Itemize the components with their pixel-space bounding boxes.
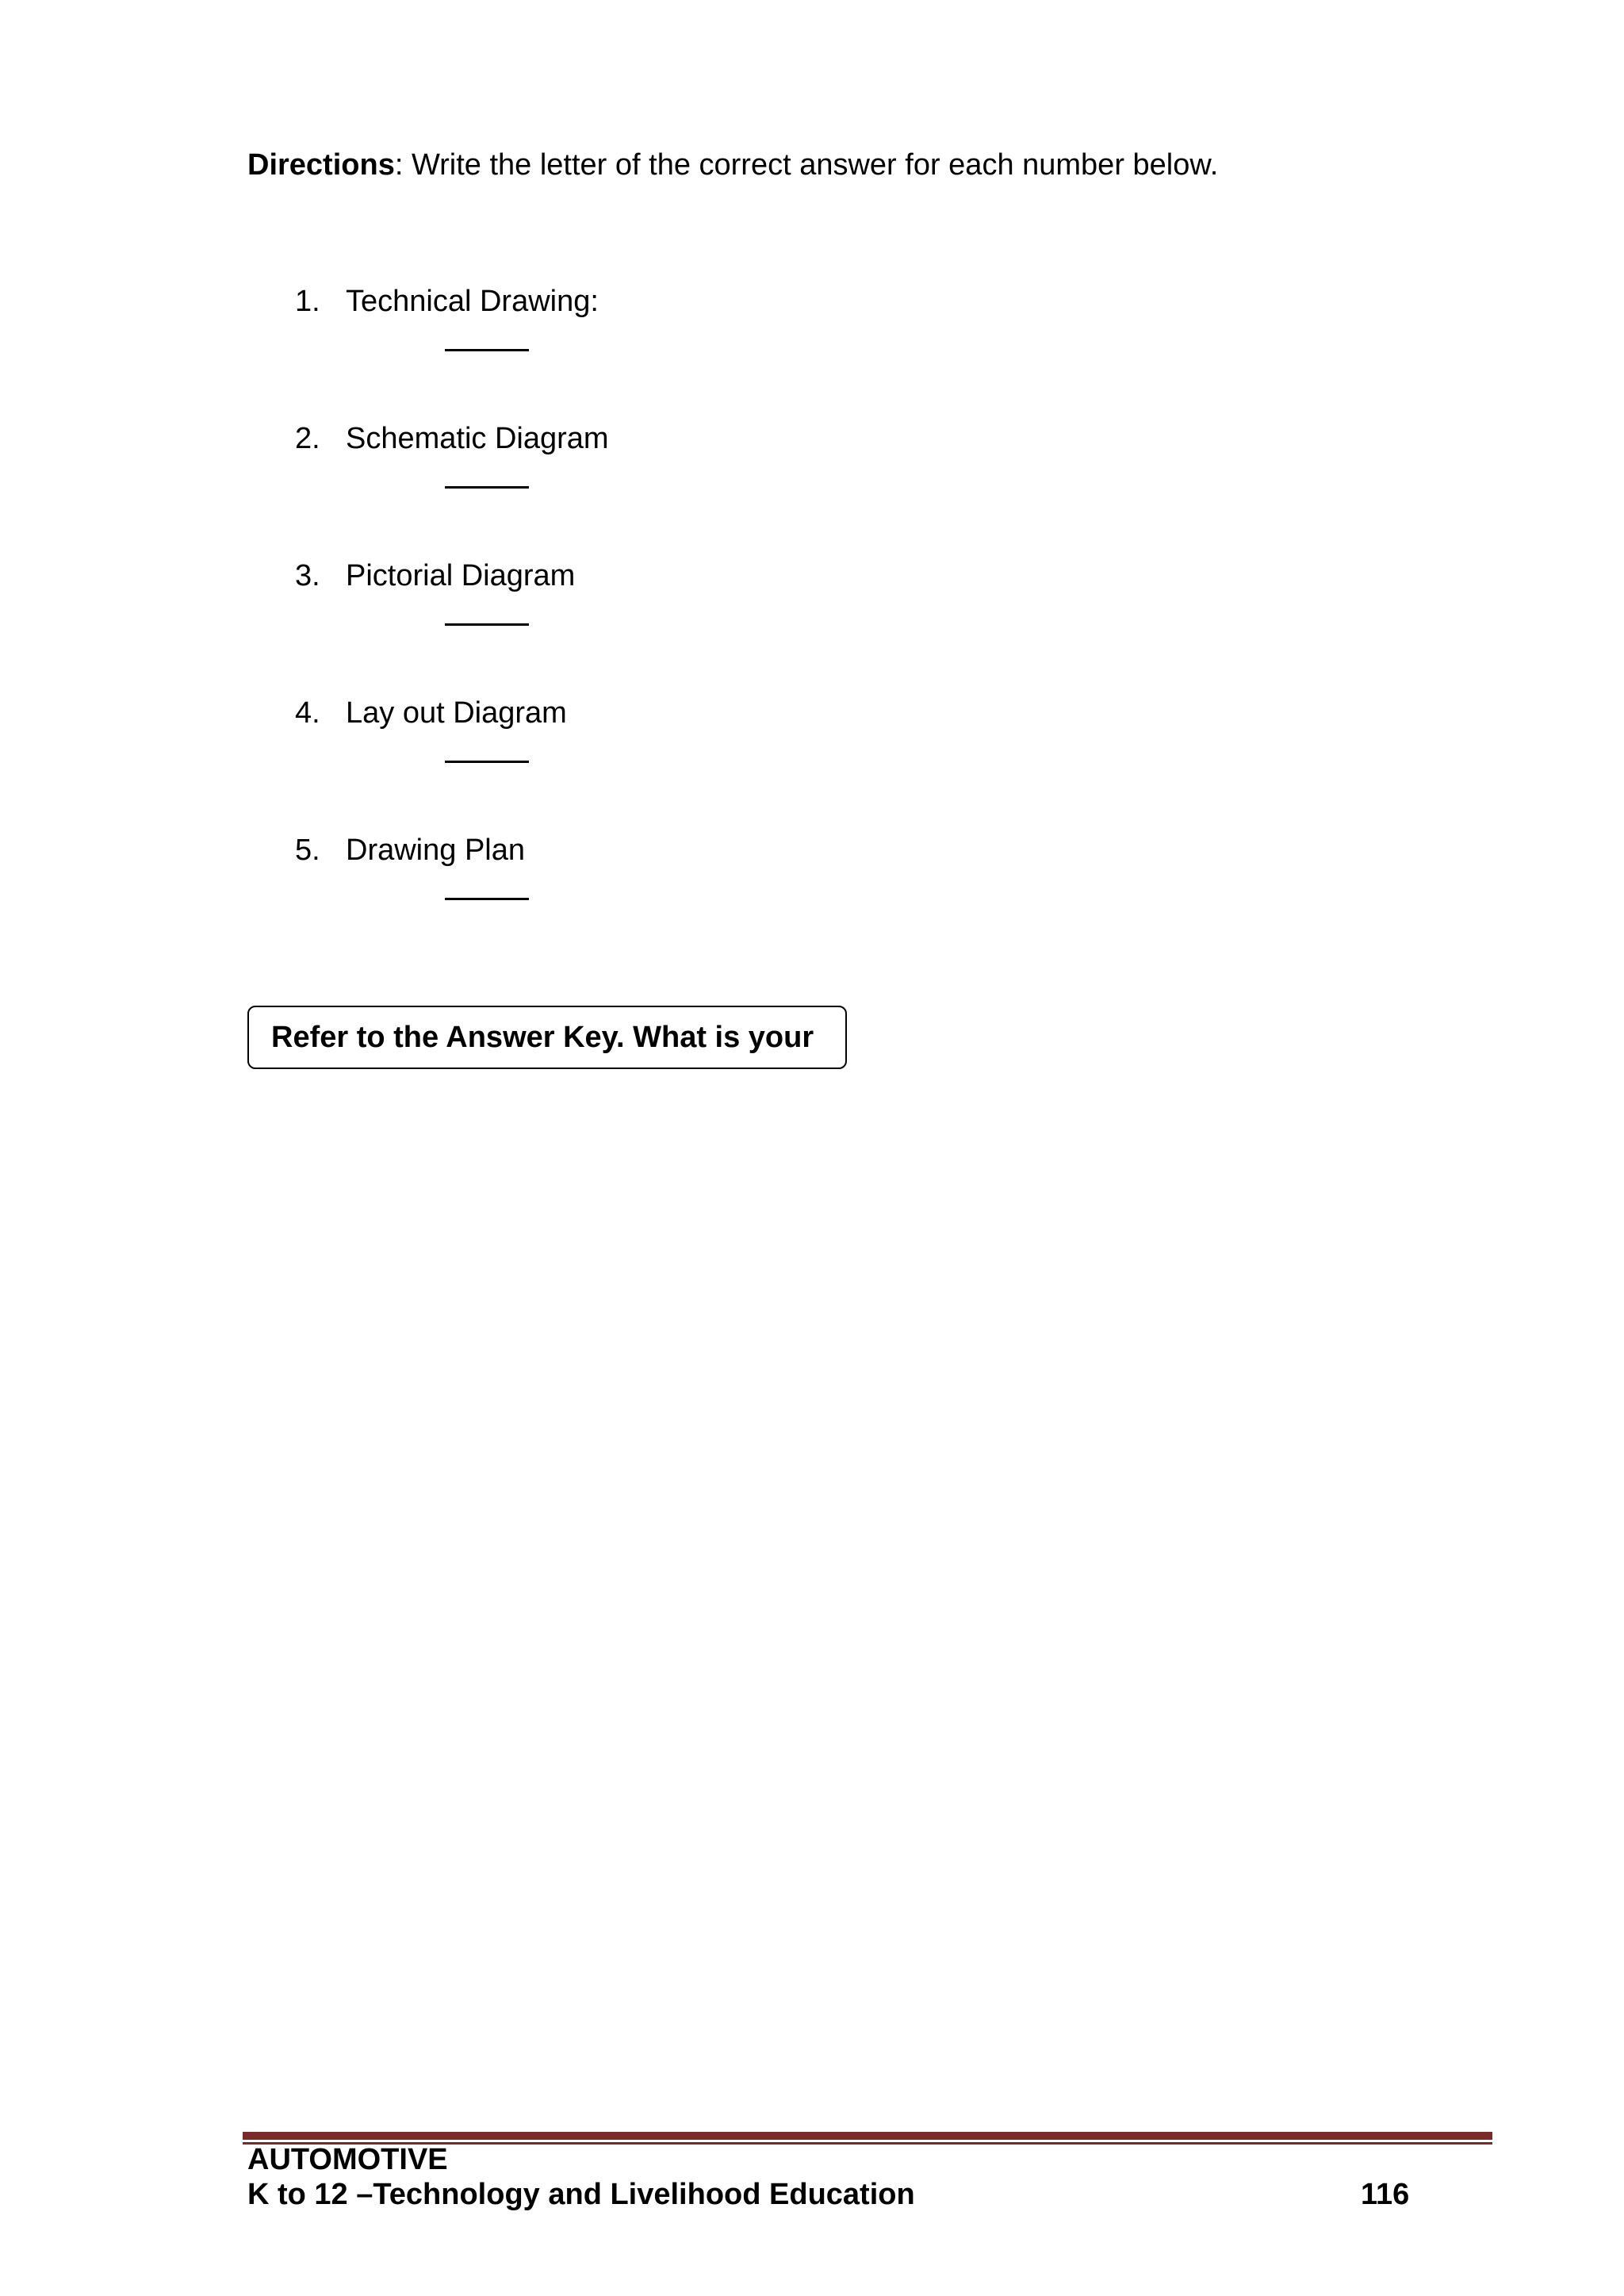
question-label: Drawing Plan [346, 834, 525, 867]
directions-instruction: : Write the letter of the correct answer for each number below. [394, 148, 1219, 182]
question-number: 5. [295, 834, 320, 867]
question-number: 4. [295, 696, 320, 730]
answer-blank-5[interactable] [445, 898, 529, 900]
question-number: 3. [295, 559, 320, 592]
question-item-4 [295, 694, 567, 732]
question-item-1 [295, 282, 599, 320]
question-label: Schematic Diagram [346, 422, 609, 455]
page-number: 116 [1361, 2178, 1410, 2211]
question-label: Technical Drawing: [346, 285, 599, 318]
question-number: 1. [295, 285, 320, 318]
question-label: Pictorial Diagram [346, 559, 576, 592]
question-item-5 [295, 831, 525, 869]
question-item-3 [295, 557, 575, 595]
answer-blank-2[interactable] [445, 486, 529, 489]
answer-blank-1[interactable] [445, 349, 529, 351]
directions-label: Directions [247, 148, 395, 182]
callout-text: Refer to the Answer Key. What is your [271, 1021, 814, 1054]
answer-key-callout [247, 1006, 847, 1069]
footer-course: K to 12 –Technology and Livelihood Education [247, 2178, 915, 2211]
answer-blank-3[interactable] [445, 623, 529, 626]
question-number: 2. [295, 422, 320, 455]
question-label: Lay out Diagram [346, 696, 567, 730]
directions-text [247, 146, 1218, 184]
footer-divider [243, 2132, 1492, 2140]
question-item-2 [295, 420, 609, 458]
footer-subject: AUTOMOTIVE [247, 2143, 448, 2176]
answer-blank-4[interactable] [445, 761, 529, 763]
